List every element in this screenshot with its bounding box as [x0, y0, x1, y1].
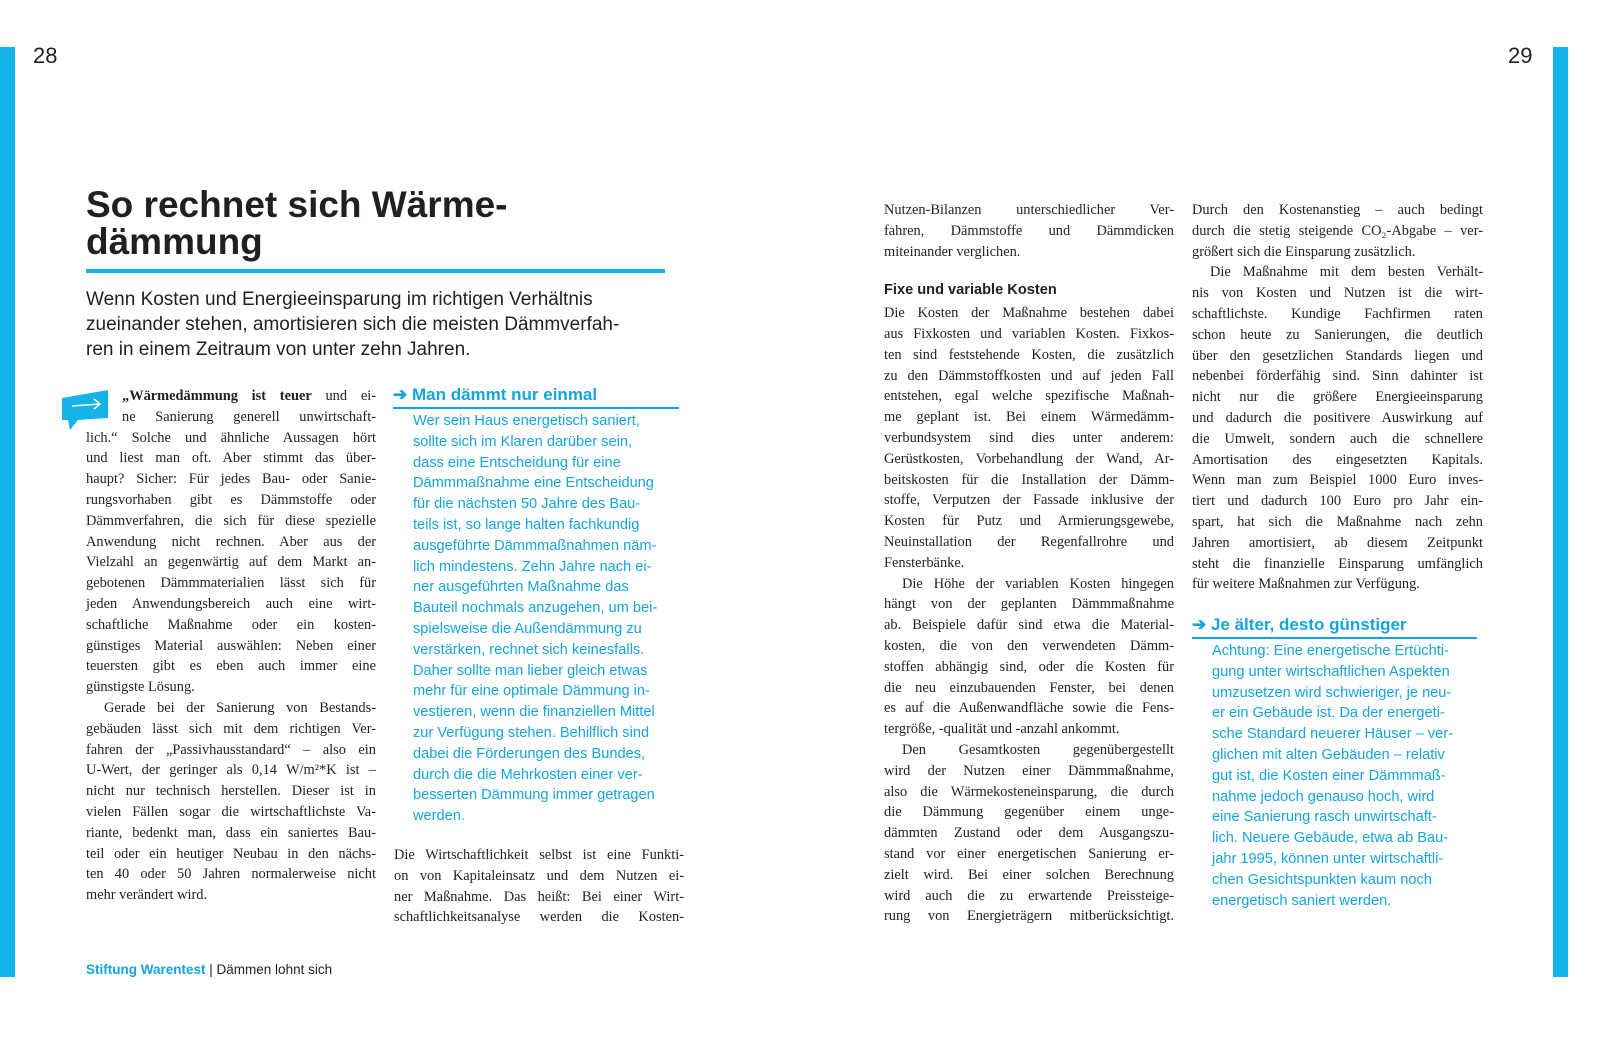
text-line: Dämmmaßnahme eine Entscheidung	[413, 475, 654, 492]
text-line: lich.“ Solche und ähnliche Aussagen hört	[86, 429, 376, 446]
text-line: spart, hat sich die Maßnahme nach zehn	[1192, 513, 1483, 530]
text-line: dass eine Entscheidung für eine	[413, 454, 621, 471]
text-line: Die Höhe der variablen Kosten hingegen	[902, 575, 1174, 592]
text-line: tiert und dadurch 100 Euro pro Jahr ein-	[1192, 493, 1483, 510]
text-line: energetisch saniert werden.	[1212, 892, 1392, 909]
column-2	[394, 845, 684, 928]
lead-line: ren in einem Zeitraum von unter zehn Jahren.	[86, 339, 471, 360]
text-line: glichen mit alten Gebäuden – relativ	[1212, 746, 1445, 763]
text-line: zielt wird. Bei einer solchen Berechnung	[884, 866, 1174, 883]
footer-separator: |	[209, 962, 213, 977]
text-line: besserten Dämmung immer getragen	[413, 787, 655, 804]
text-line: fahren der „Passivhausstandard“ – also ein	[86, 741, 376, 758]
text-line: U-Wert, der geringer als 0,14 W/m²*K ist –	[86, 762, 376, 779]
text-line: Neuinstallation der Regenfallrohre und	[884, 533, 1174, 550]
text-line: lich mindestens. Zehn Jahre nach ei-	[413, 558, 652, 575]
text-line: also die Wärmekosteneinsparung, die durch	[884, 783, 1174, 800]
text-line: vestieren, wenn die finanziellen Mittel	[413, 704, 655, 721]
text-line: verbundsystem sind dies unter anderem:	[884, 429, 1174, 446]
text-line: jeden Anwendungsbereich auch eine wirt-	[86, 595, 376, 612]
text-line: rung von Energieträgern mitberücksichtigt.	[884, 908, 1174, 925]
text-line: eine Sanierung rasch unwirtschaft-	[1212, 809, 1437, 826]
text-line: Jahren amortisiert, ab diesem Zeitpunkt	[1192, 534, 1483, 551]
text-line: hängt von der geplanten Dämmmaßnahme	[884, 596, 1174, 613]
title-underline	[86, 269, 665, 273]
text-line: ner Maßnahme. Das heißt: Bei einer Wirt-	[394, 888, 684, 905]
column-4	[1192, 200, 1483, 595]
text-line: günstiges Material auswählen: Neben einer	[86, 637, 376, 654]
text-line: stand vor einer energetischen Sanierung er-	[884, 845, 1174, 862]
text-line: werden.	[413, 808, 465, 825]
text-line: es auf die Außenwandfläche sowie die Fens-	[884, 700, 1174, 717]
text-line: me geplant ist. Bei einem Wärmedämm-	[884, 409, 1174, 426]
text-line: zu den Dämmstoffkosten und auf jeden Fall	[884, 367, 1174, 384]
text-line: aus Fixkosten und variablen Kosten. Fixkos-	[884, 325, 1174, 342]
text-line: beitskosten für die Installation der Dämm-	[884, 471, 1174, 488]
text-line: nebenbei förderfähig sind. Sinn dahinter ist	[1192, 368, 1483, 385]
text-line: ab. Beispiele dafür sind etwa die Material-	[884, 617, 1174, 634]
text-line: vielen Fällen sogar die wirtschaftlichste Va-	[86, 803, 376, 820]
text-line: entstehen, egal welche spezifische Maßnah-	[884, 388, 1174, 405]
text-line: wird der Nutzen einer Dämmmaßnahme,	[884, 762, 1174, 779]
heading-text: Je älter, desto günstiger	[1210, 615, 1407, 634]
text-line: gebotenen Dämmmaterialien lässt sich für	[86, 575, 376, 592]
bold-intro: „Wärmedämmung ist teuer	[122, 388, 312, 404]
text-line: sche Standard neuerer Häuser – ver-	[1212, 726, 1453, 743]
text-line: Kosten für Putz und Armierungsgewebe,	[884, 513, 1174, 530]
footer-book-title: Dämmen lohnt sich	[216, 962, 333, 977]
lead-line: zueinander stehen, amortisieren sich die meisten Dämmverfah-	[86, 314, 620, 335]
text-line: chen Gesichtspunkten kaum noch	[1212, 871, 1432, 888]
text-line: die Umwelt, sondern auch die schnellere	[1192, 430, 1483, 447]
title-line: dämmung	[86, 221, 263, 262]
footer	[86, 962, 332, 977]
text-line: Gerüstkosten, Vorbehandlung der Wand, Ar-	[884, 450, 1174, 467]
text-line: durch die die Mehrkosten einer ver-	[413, 766, 643, 783]
page-title	[86, 186, 508, 260]
text-line: Die Maßnahme mit dem besten Verhält-	[1210, 264, 1483, 281]
text-line: die Dämmung gegenüber einem unge-	[884, 804, 1174, 821]
heading-text: Man dämmt nur einmal	[411, 385, 598, 404]
text-line: Nutzen-Bilanzen unterschiedlicher Ver-	[884, 202, 1174, 218]
text-line: Wenn man zum Beispiel 1000 Euro inves-	[1192, 472, 1483, 489]
text-line: umzusetzen wird schwieriger, je neu-	[1212, 684, 1452, 701]
text-line: stoffe, Verputzen der Fassade inklusive der	[884, 492, 1174, 509]
text-line: spielsweise die Außendämmung zu	[413, 620, 642, 637]
text-line: Fensterbänke.	[884, 554, 965, 571]
text-line: zur Verfügung stehen. Behilflich sind	[413, 724, 650, 741]
text-line: schon heute zu Sanierungen, die deutlich	[1192, 326, 1483, 343]
text-line: dämmten Zustand oder dem Ausgangszu-	[884, 825, 1174, 842]
box-heading-1: ➔ Man dämmt nur einmal	[393, 385, 679, 409]
text-line: und dadurch die positivere Auswirkung auf	[1192, 409, 1483, 426]
page-number-left: 28	[33, 43, 58, 68]
text-line: kosten, die von den verwendeten Dämm-	[884, 637, 1174, 654]
text-line: riante, bedenkt man, dass ein saniertes Bau-	[86, 824, 376, 841]
lead-paragraph	[86, 287, 686, 362]
footer-brand: Stiftung Warentest	[86, 962, 206, 977]
text-line: Die Wirtschaftlichkeit selbst ist eine Funkti-	[394, 847, 684, 863]
text-line: die neu einzubauenden Fenster, bei denen	[884, 679, 1174, 696]
text-line: jahr 1995, können unter wirtschaftli-	[1212, 850, 1444, 867]
right-edge-bar	[1553, 47, 1568, 977]
text-line: ten sind feststehende Kosten, die zusätzlich	[884, 346, 1174, 363]
text-line: über den gesetzlichen Standards liegen und	[1192, 347, 1483, 364]
column-1	[86, 386, 376, 906]
text-line: on von Kapitaleinsatz und dem Nutzen ei-	[394, 867, 684, 884]
text-line: Durch den Kostenanstieg – auch bedingt	[1192, 202, 1483, 218]
title-line: So rechnet sich Wärme-	[86, 184, 508, 225]
text-line: ausgeführte Dämmmaßnahmen näm-	[413, 537, 657, 554]
text-line: Vielzahl an gegenwärtig auf dem Markt an-	[86, 554, 376, 571]
text-line: ner ausgeführten Maßnahme das	[413, 579, 629, 596]
text-line: größert sich die Einsparung zusätzlich.	[1192, 243, 1416, 260]
info-box-2	[1212, 641, 1453, 911]
text-line: günstigste Lösung.	[86, 679, 195, 696]
text-line: Den Gesamtkosten gegenübergestellt	[902, 741, 1174, 758]
text-line: ten 40 oder 50 Jahren normalerweise nicht	[86, 866, 376, 883]
text-line: wird auch die zu erwartende Preissteige-	[884, 887, 1174, 904]
text-line: fahren, Dämmstoffe und Dämmdicken	[884, 222, 1174, 239]
text-line: schaftliche Maßnahme oder ein kosten-	[86, 616, 376, 633]
text-line: verstärken, rechnet sich keinesfalls.	[413, 641, 645, 658]
text-line: teil oder ein heutiger Neubau in den nächs-	[86, 845, 376, 862]
info-box-1	[413, 411, 657, 827]
text-line: durch die stetig steigende CO₂-Abgabe – ver-	[1192, 222, 1483, 239]
text-line: für weitere Maßnahmen zur Verfügung.	[1192, 576, 1420, 593]
text-line: Bauteil nochmals anzugehen, um bei-	[413, 600, 658, 617]
text-line: teuersten gibt es eben auch immer eine	[86, 658, 376, 675]
lead-line: Wenn Kosten und Energieeinsparung im richtigen Verhältnis	[86, 289, 593, 310]
text-line: schaftlichste. Kundige Fachfirmen raten	[1192, 305, 1483, 322]
text-line: gung unter wirtschaftlichen Aspekten	[1212, 663, 1450, 680]
left-edge-bar	[0, 47, 15, 977]
text-line: Amortisation des eingesetzten Kapitals.	[1192, 451, 1483, 468]
text-line: Die Kosten der Maßnahme bestehen dabei	[884, 305, 1174, 322]
text-line: mehr verändert wird.	[86, 887, 208, 904]
text-line: Achtung: Eine energetische Ertüchti-	[1212, 643, 1449, 659]
text-line: Gerade bei der Sanierung von Bestands-	[104, 699, 376, 716]
text-line: steht die finanzielle Einsparung umfänglich	[1192, 555, 1483, 572]
text-line: haupt? Sicher: Für jedes Bau- oder Sanie-	[86, 471, 376, 488]
text-line: ne Sanierung generell unwirtschaft-	[122, 408, 376, 425]
text-line: nicht nur die größere Energieeinsparung	[1192, 389, 1483, 406]
box-heading-2: ➔ Je älter, desto günstiger	[1192, 615, 1477, 639]
text: und ei-	[311, 388, 376, 404]
text-line: teils ist, so lange halten fachkundig	[413, 516, 640, 533]
text-line: miteinander verglichen.	[884, 243, 1021, 260]
text-line: rungsvorhaben gibt es Dämmstoffe oder	[86, 491, 376, 508]
text-line: sollte sich im Klaren darüber sein,	[413, 433, 633, 450]
text-line: für die nächsten 50 Jahre des Bau-	[413, 496, 641, 513]
text-line: Dämmverfahren, die sich für diese spezielle	[86, 512, 376, 529]
page-number-right: 29	[1508, 43, 1533, 68]
text-line: mehr für eine optimale Dämmung in-	[413, 683, 650, 700]
column-3	[884, 200, 1174, 927]
text-line: und liest man oft. Aber stimmt das über-	[86, 450, 376, 467]
text-line: nis von Kosten und Nutzen ist die wirt-	[1192, 285, 1483, 302]
text-line: Daher sollte man lieber gleich etwas	[413, 662, 648, 679]
text-line: tergröße, -qualität und -anzahl ankommt.	[884, 721, 1120, 738]
text-line: stoffen abhängig sind, oder die Kosten für	[884, 658, 1174, 675]
text-line: dabei die Förderungen des Bundes,	[413, 745, 646, 762]
text-line: gebäuden lässt sich mit dem richtigen Ver-	[86, 720, 376, 737]
text-line: lich. Neuere Gebäude, etwa ab Bau-	[1212, 830, 1449, 847]
subheading: Fixe und variable Kosten	[884, 282, 1057, 299]
text-line: schaftlichkeitsanalyse werden die Kosten-	[394, 909, 684, 926]
text-line: Wer sein Haus energetisch saniert,	[413, 413, 640, 429]
text-line: nicht nur technisch herstellen. Dieser ist in	[86, 783, 376, 800]
text-line: Anwendung nicht rechnen. Aber aus der	[86, 533, 376, 550]
text-line: nahme jedoch genauso hoch, wird	[1212, 788, 1435, 805]
text-line: gut ist, die Kosten einer Dämmmaß-	[1212, 767, 1446, 784]
text-line: er ein Gebäude ist. Da der energeti-	[1212, 705, 1445, 722]
